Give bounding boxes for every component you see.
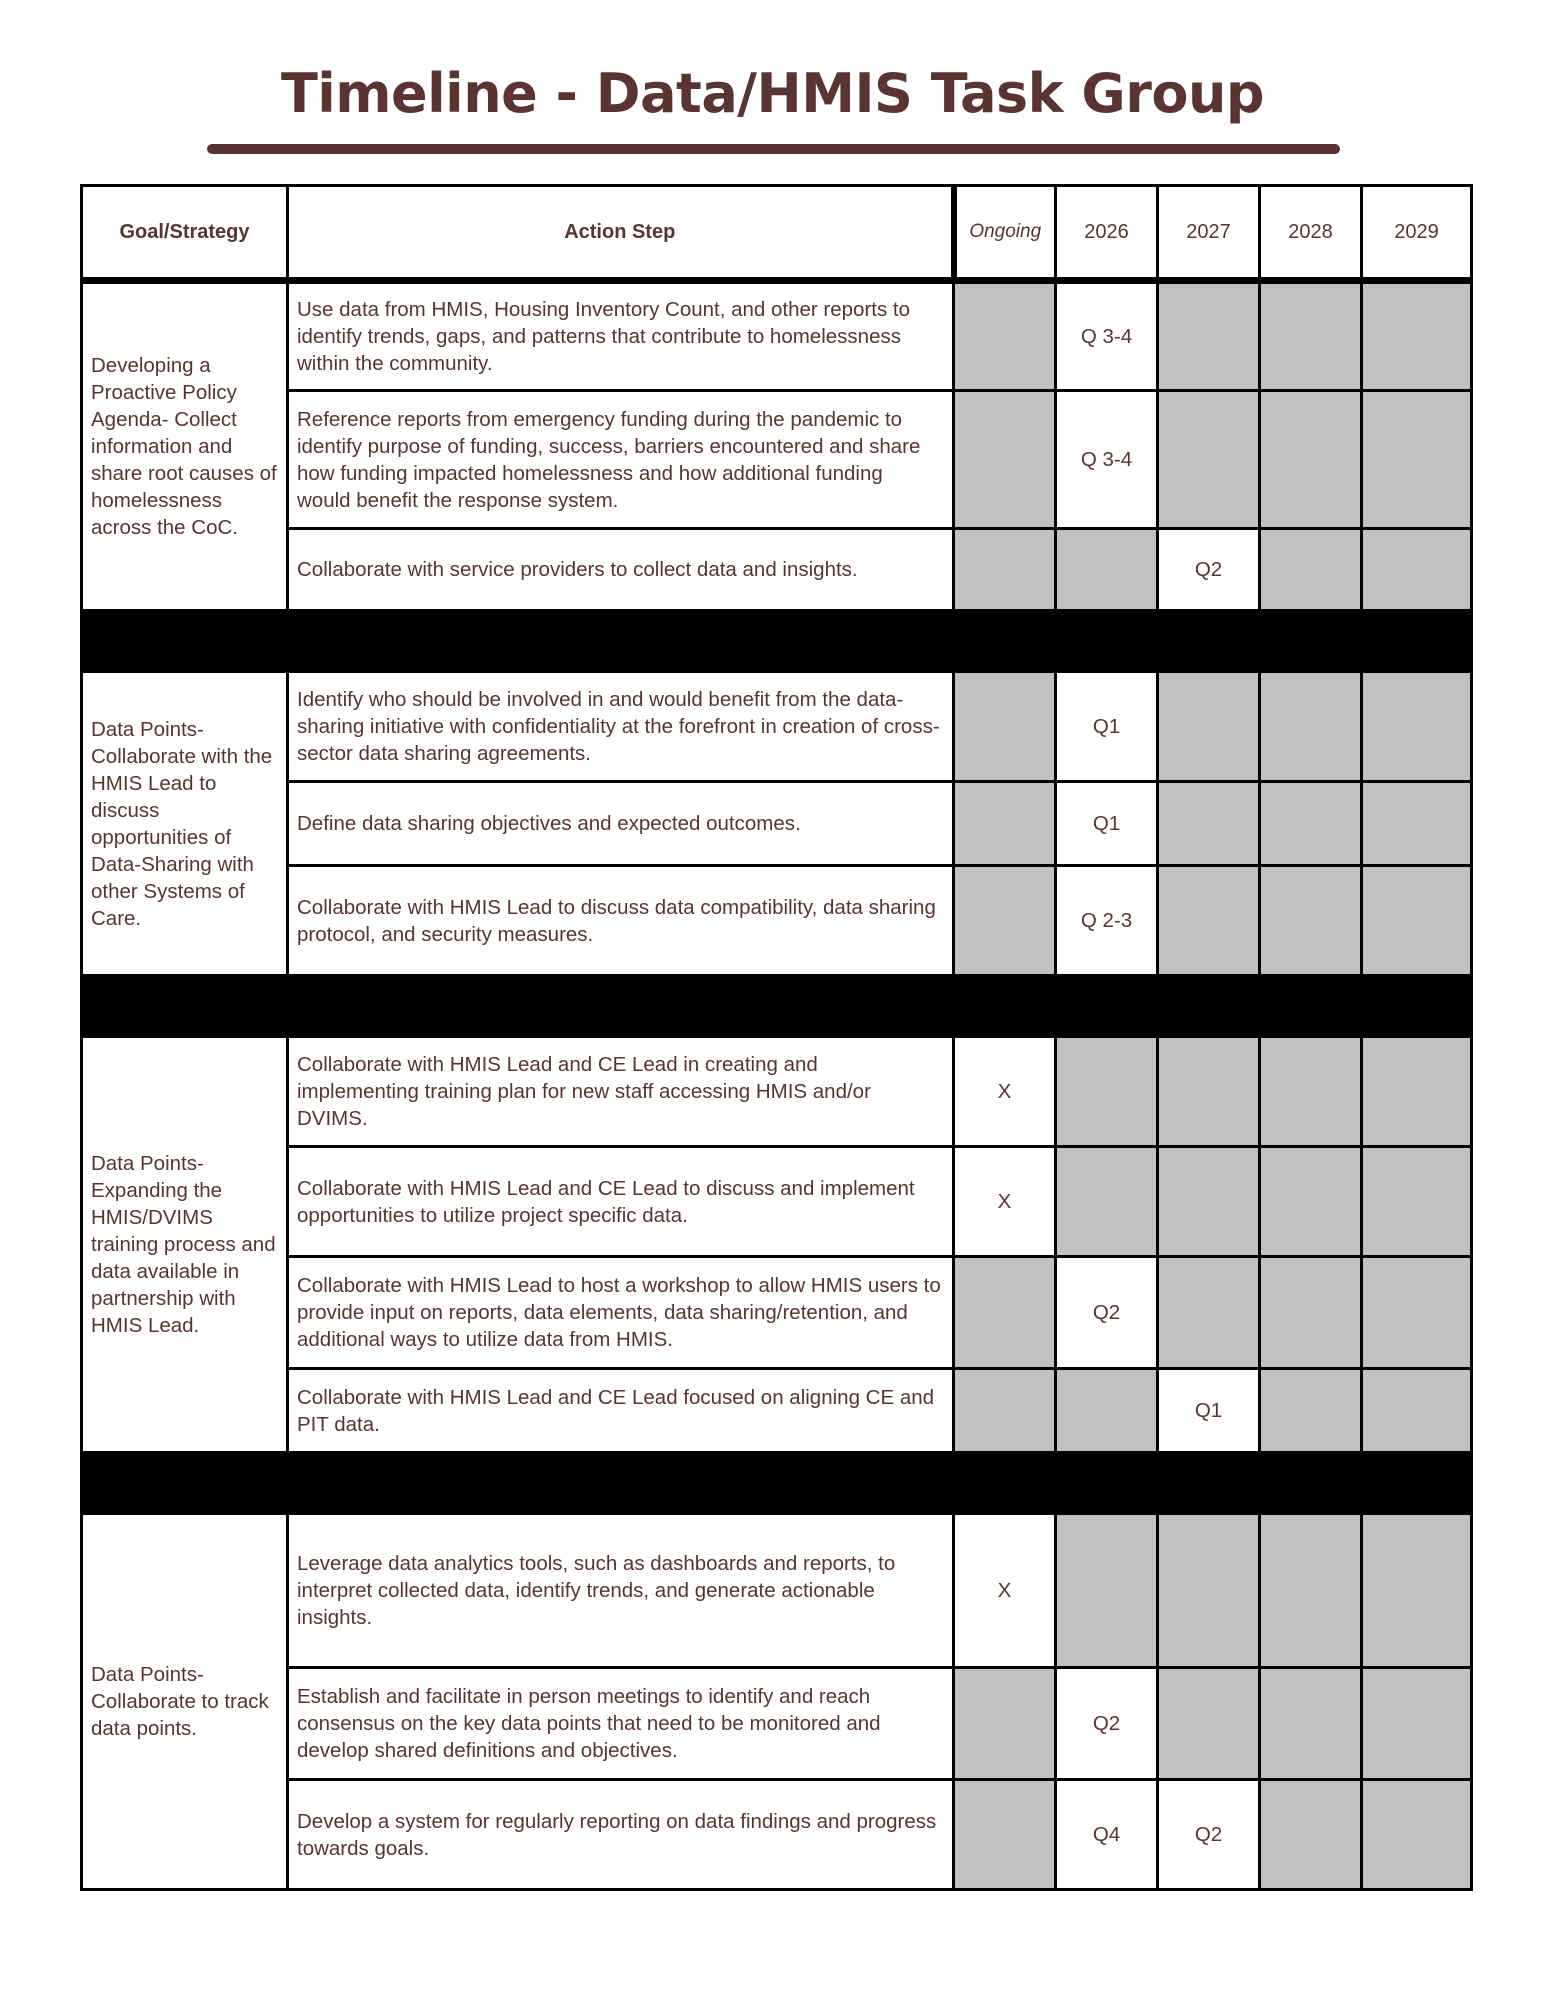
action-step: Define data sharing objectives and expected outcomes. xyxy=(288,782,954,866)
title-underline xyxy=(207,144,1340,154)
y2028-cell xyxy=(1260,672,1362,782)
column-header-2026: 2026 xyxy=(1056,186,1158,281)
ongoing-cell xyxy=(954,782,1056,866)
y2027-cell xyxy=(1158,1668,1260,1780)
action-step: Develop a system for regularly reporting on data findings and progress towards goals. xyxy=(288,1780,954,1890)
goal-cell: Data Points- Collaborate with the HMIS Lead to discuss opportunities of Data-Sharing with other Systems of Care. xyxy=(82,672,288,976)
y2028-cell xyxy=(1260,1037,1362,1147)
action-step: Establish and facilitate in person meetings to identify and reach consensus on the key data points that need to be monitored and develop shared definitions and objectives. xyxy=(288,1668,954,1780)
action-step: Reference reports from emergency funding during the pandemic to identify purpose of funding, success, barriers encountered and share how funding impacted homelessness and how additional funding would benefit the response system. xyxy=(288,391,954,529)
y2026-cell: Q 3-4 xyxy=(1056,391,1158,529)
column-header-2028: 2028 xyxy=(1260,186,1362,281)
table-row xyxy=(82,1037,1472,1147)
y2028-cell xyxy=(1260,281,1362,391)
ongoing-cell xyxy=(954,1369,1056,1453)
goal-cell: Developing a Proactive Policy Agenda- Collect information and share root causes of homelessness across the CoC. xyxy=(82,281,288,611)
y2027-cell xyxy=(1158,1514,1260,1668)
y2029-cell xyxy=(1362,782,1472,866)
y2029-cell xyxy=(1362,529,1472,611)
ongoing-cell xyxy=(954,391,1056,529)
ongoing-cell xyxy=(954,672,1056,782)
table-row xyxy=(82,1780,1472,1890)
column-header-2029: 2029 xyxy=(1362,186,1472,281)
action-step: Collaborate with HMIS Lead and CE Lead to discuss and implement opportunities to utilize project specific data. xyxy=(288,1147,954,1257)
y2026-cell: Q1 xyxy=(1056,782,1158,866)
y2028-cell xyxy=(1260,1514,1362,1668)
table-row xyxy=(82,1668,1472,1780)
ongoing-cell xyxy=(954,1780,1056,1890)
action-step: Collaborate with HMIS Lead and CE Lead in creating and implementing training plan for new staff accessing HMIS and/or DVIMS. xyxy=(288,1037,954,1147)
y2027-cell xyxy=(1158,281,1260,391)
ongoing-cell: X xyxy=(954,1147,1056,1257)
y2029-cell xyxy=(1362,1668,1472,1780)
y2028-cell xyxy=(1260,391,1362,529)
ongoing-cell: X xyxy=(954,1037,1056,1147)
y2028-cell xyxy=(1260,529,1362,611)
y2029-cell xyxy=(1362,1514,1472,1668)
action-step: Collaborate with HMIS Lead and CE Lead focused on aligning CE and PIT data. xyxy=(288,1369,954,1453)
y2028-cell xyxy=(1260,1369,1362,1453)
y2027-cell xyxy=(1158,1147,1260,1257)
y2029-cell xyxy=(1362,1780,1472,1890)
y2029-cell xyxy=(1362,1369,1472,1453)
column-header-ongoing: Ongoing xyxy=(954,186,1056,281)
page-title: Timeline - Data/HMIS Task Group xyxy=(280,62,1265,125)
y2027-cell xyxy=(1158,1257,1260,1369)
y2027-cell xyxy=(1158,672,1260,782)
section-divider xyxy=(82,611,1472,672)
section-divider xyxy=(82,1453,1472,1514)
action-step: Leverage data analytics tools, such as dashboards and reports, to interpret collected data, identify trends, and generate actionable insights. xyxy=(288,1514,954,1668)
y2027-cell xyxy=(1158,1037,1260,1147)
y2026-cell xyxy=(1056,529,1158,611)
y2026-cell: Q 2-3 xyxy=(1056,866,1158,976)
y2027-cell xyxy=(1158,866,1260,976)
goal-cell: Data Points- Collaborate to track data points. xyxy=(82,1514,288,1890)
ongoing-cell: X xyxy=(954,1514,1056,1668)
y2029-cell xyxy=(1362,672,1472,782)
y2028-cell xyxy=(1260,1780,1362,1890)
table-row xyxy=(82,391,1472,529)
column-header-2027: 2027 xyxy=(1158,186,1260,281)
table-row xyxy=(82,1147,1472,1257)
ongoing-cell xyxy=(954,529,1056,611)
y2027-cell: Q2 xyxy=(1158,529,1260,611)
goal-cell: Data Points- Expanding the HMIS/DVIMS training process and data available in partnership with HMIS Lead. xyxy=(82,1037,288,1453)
table-row xyxy=(82,1514,1472,1668)
action-step: Collaborate with service providers to collect data and insights. xyxy=(288,529,954,611)
table-row xyxy=(82,782,1472,866)
table-row xyxy=(82,1369,1472,1453)
table-row xyxy=(82,281,1472,391)
y2027-cell: Q1 xyxy=(1158,1369,1260,1453)
y2027-cell: Q2 xyxy=(1158,1780,1260,1890)
y2027-cell xyxy=(1158,782,1260,866)
y2026-cell xyxy=(1056,1369,1158,1453)
y2029-cell xyxy=(1362,1147,1472,1257)
y2027-cell xyxy=(1158,391,1260,529)
y2029-cell xyxy=(1362,391,1472,529)
y2029-cell xyxy=(1362,1257,1472,1369)
action-step: Collaborate with HMIS Lead to discuss data compatibility, data sharing protocol, and security measures. xyxy=(288,866,954,976)
y2026-cell xyxy=(1056,1514,1158,1668)
table-row xyxy=(82,529,1472,611)
y2029-cell xyxy=(1362,281,1472,391)
timeline-table xyxy=(80,184,1473,1891)
table-row xyxy=(82,866,1472,976)
ongoing-cell xyxy=(954,1668,1056,1780)
action-step: Collaborate with HMIS Lead to host a workshop to allow HMIS users to provide input on reports, data elements, data sharing/retention, and additional ways to utilize data from HMIS. xyxy=(288,1257,954,1369)
header-row xyxy=(82,186,1472,281)
y2028-cell xyxy=(1260,1257,1362,1369)
ongoing-cell xyxy=(954,1257,1056,1369)
y2029-cell xyxy=(1362,1037,1472,1147)
table-row xyxy=(82,672,1472,782)
column-header-goal: Goal/Strategy xyxy=(82,186,288,281)
y2026-cell: Q1 xyxy=(1056,672,1158,782)
y2028-cell xyxy=(1260,782,1362,866)
y2026-cell: Q2 xyxy=(1056,1668,1158,1780)
ongoing-cell xyxy=(954,281,1056,391)
y2028-cell xyxy=(1260,1147,1362,1257)
column-header-action: Action Step xyxy=(288,186,954,281)
ongoing-cell xyxy=(954,866,1056,976)
y2028-cell xyxy=(1260,866,1362,976)
y2026-cell: Q2 xyxy=(1056,1257,1158,1369)
action-step: Identify who should be involved in and would benefit from the data-sharing initiative with confidentiality at the forefront in creation of cross-sector data sharing agreements. xyxy=(288,672,954,782)
table-row xyxy=(82,1257,1472,1369)
y2026-cell: Q4 xyxy=(1056,1780,1158,1890)
action-step: Use data from HMIS, Housing Inventory Count, and other reports to identify trends, gaps, and patterns that contribute to homelessness within the community. xyxy=(288,281,954,391)
y2026-cell xyxy=(1056,1037,1158,1147)
y2029-cell xyxy=(1362,866,1472,976)
y2026-cell xyxy=(1056,1147,1158,1257)
y2026-cell: Q 3-4 xyxy=(1056,281,1158,391)
section-divider xyxy=(82,976,1472,1037)
y2028-cell xyxy=(1260,1668,1362,1780)
